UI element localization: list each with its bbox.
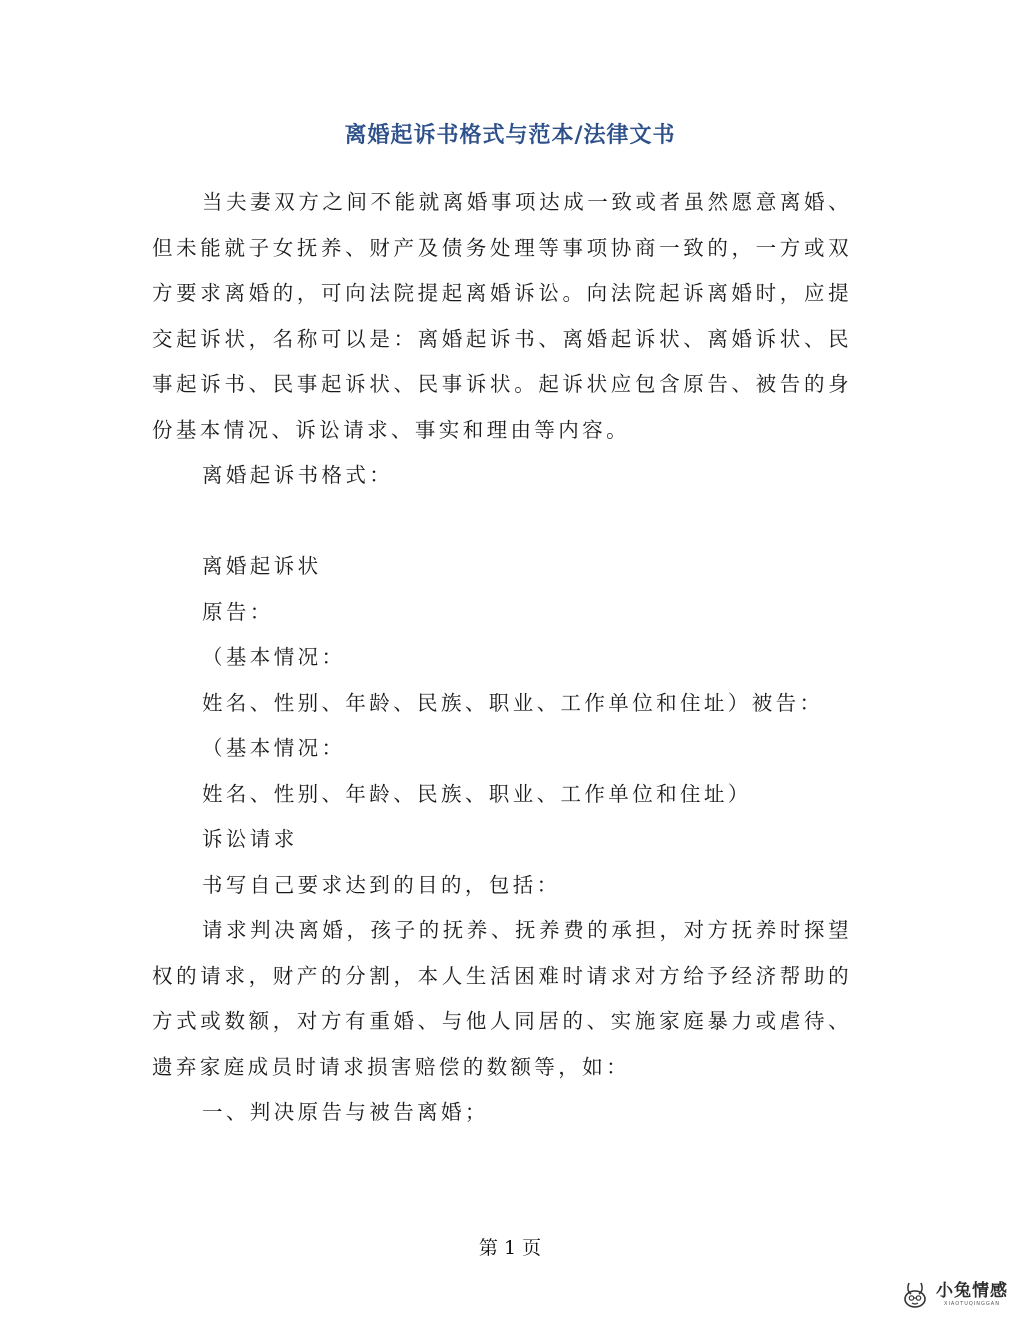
watermark-sub: XIAOTUQINGGAN xyxy=(944,1301,1000,1307)
intro-paragraph: 当夫妻双方之间不能就离婚事项达成一致或者虽然愿意离婚、但未能就子女抚养、财产及债务处理等事项协商一致的，一方或双方要求离婚的，可向法院提起离婚诉讼。向法院起诉离婚时，应提交起诉状，名称可以是：离婚起诉书、离婚起诉状、离婚诉状、民事起诉书、民事起诉状、民事诉状。起诉状应包含原告、被告的身份基本情况、诉讼请求、事实和理由等内容。 xyxy=(152,190,852,442)
form-title: 离婚起诉状 xyxy=(202,554,322,578)
defendant-details: 姓名、性别、年龄、民族、职业、工作单位和住址） xyxy=(202,781,752,806)
claims-body: 请求判决离婚，孩子的抚养、抚养费的承担，对方抚养时探望权的请求，财产的分割，本人生活困难时请求对方给予经济帮助的方式或数额，对方有重婚、与他人同居的、实施家庭暴力或虐待、遗弃家庭成员时请求损害赔偿的数额等，如： xyxy=(152,918,852,1079)
defendant-basic: （基本情况： xyxy=(202,736,346,760)
plaintiff-details: 姓名、性别、年龄、民族、职业、工作单位和住址）被告： xyxy=(202,690,824,715)
watermark xyxy=(900,1280,1008,1310)
plaintiff-label: 原告： xyxy=(202,599,274,624)
document-body xyxy=(152,180,852,1136)
claims-intro: 书写自己要求达到的目的，包括： xyxy=(202,872,561,897)
watermark-text xyxy=(936,1283,1008,1307)
watermark-brand: 小兔情感 xyxy=(936,1281,1008,1301)
document-title: 离婚起诉书格式与范本/法律文书 xyxy=(344,122,676,148)
page-number: 第 1 页 xyxy=(478,1237,542,1259)
rabbit-icon xyxy=(900,1280,930,1310)
format-heading: 离婚起诉书格式： xyxy=(202,463,394,487)
claims-heading: 诉讼请求 xyxy=(202,827,298,851)
claim-one: 一、判决原告与被告离婚； xyxy=(202,1100,489,1124)
blank-line xyxy=(152,499,852,545)
plaintiff-basic: （基本情况： xyxy=(202,645,346,669)
